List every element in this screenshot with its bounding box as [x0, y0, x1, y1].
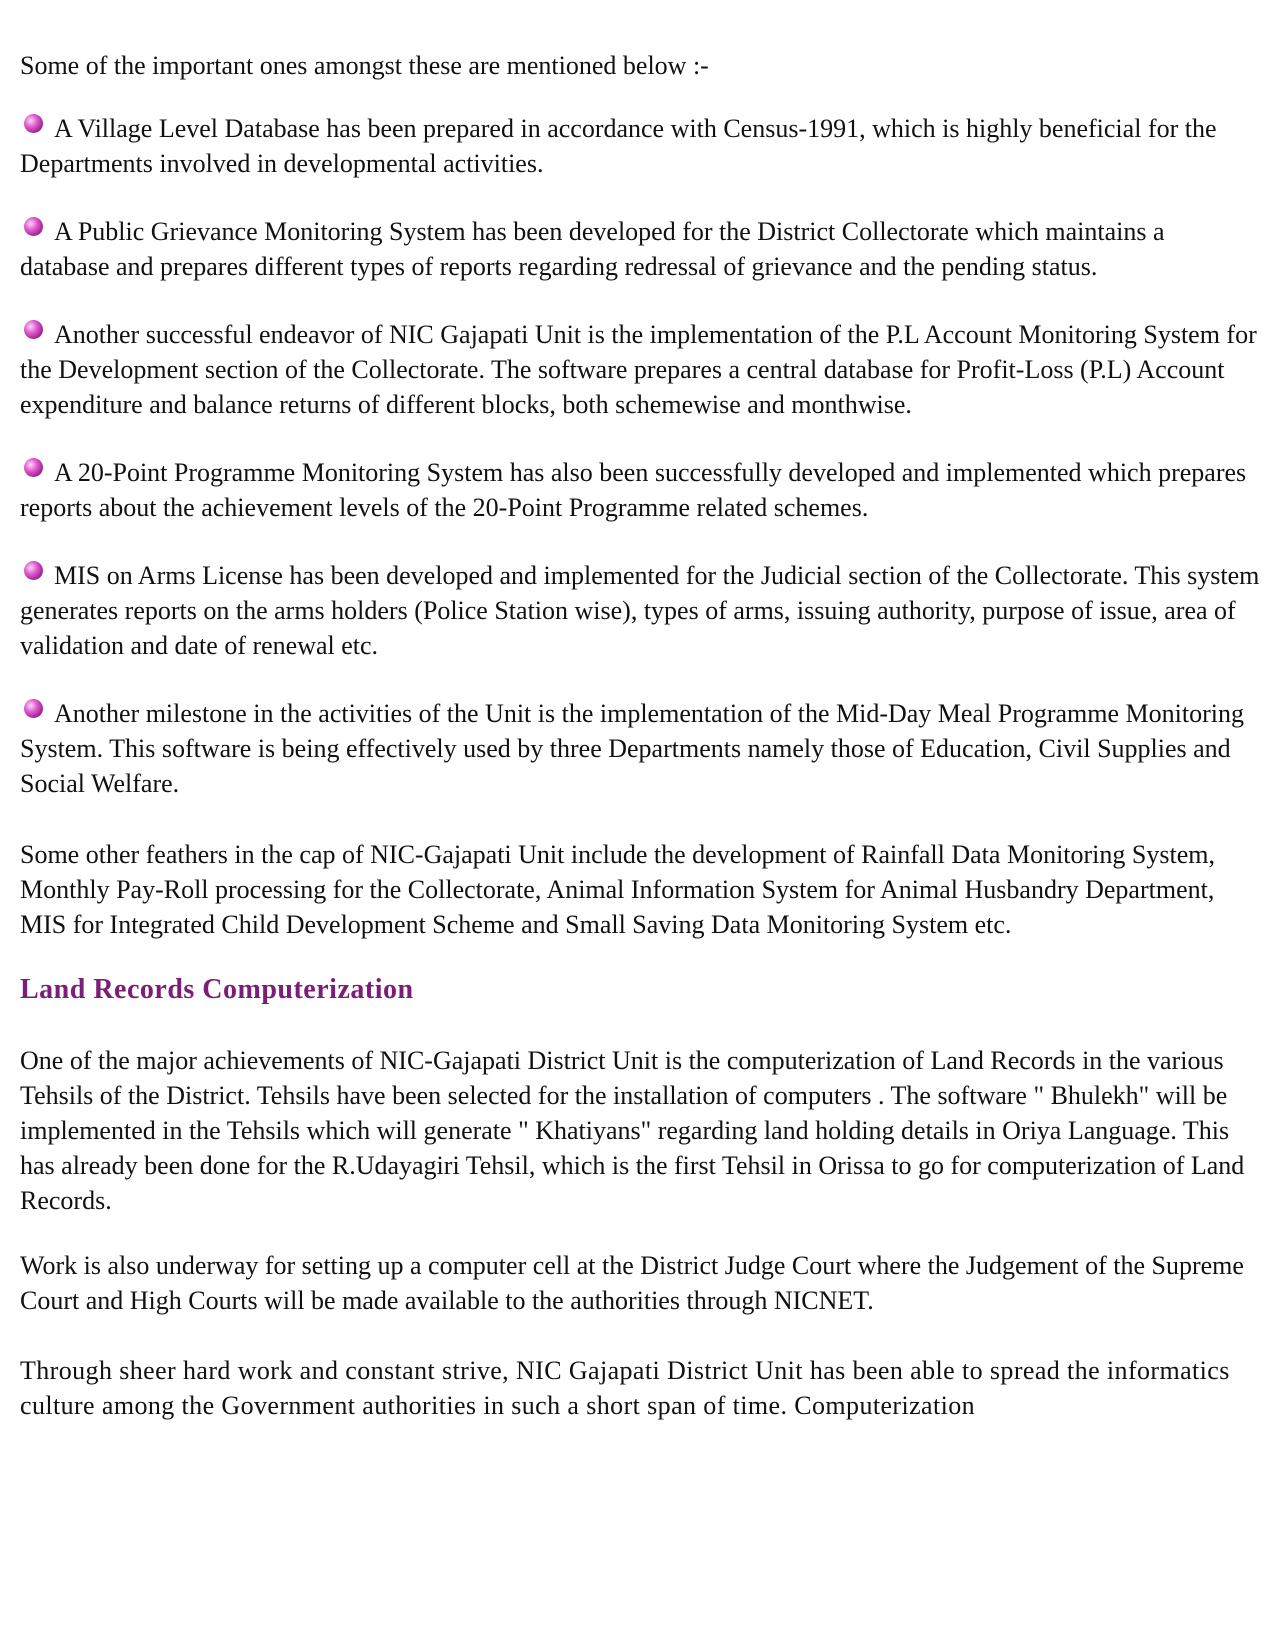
closing-paragraph: Through sheer hard work and constant strive, NIC Gajapati District Unit has been able to spread the informatics culture among the Government authorities in such a short span of time. Computerization — [20, 1356, 1230, 1420]
list-item — [20, 455, 1260, 525]
list-item — [20, 214, 1260, 284]
sphere-bullet-icon — [24, 217, 43, 236]
intro-text: Some of the important ones amongst these are mentioned below :- — [20, 51, 709, 80]
sphere-bullet-icon — [24, 458, 43, 477]
sphere-bullet-icon — [24, 320, 43, 339]
land-records-paragraph: One of the major achievements of NIC-Gajapati District Unit is the computerization of Land Records in the various Tehsils of the District. Tehsils have been selected for the installation of computers . The software " Bhulekh" will be implemented in the Tehsils which will generate " Khatiyans" regarding land holding details in Oriya Language. This has already been done for the R.Udayagiri Tehsil, which is the first Tehsil in Orissa to go for computerization of Land Records. — [20, 1046, 1245, 1215]
judge-court-paragraph: Work is also underway for setting up a computer cell at the District Judge Court where the Judgement of the Supreme Court and High Courts will be made available to the authorities through NICNET. — [20, 1251, 1244, 1315]
list-item — [20, 111, 1260, 181]
list-item — [20, 558, 1260, 663]
list-item-text: MIS on Arms License has been developed and implemented for the Judicial section of the Collectorate. This system generates reports on the arms holders (Police Station wise), types of arms, issuing authority, purpose of issue, area of validation and date of renewal etc. — [20, 561, 1260, 660]
document-page — [20, 48, 1260, 1453]
list-item-text: A 20-Point Programme Monitoring System has also been successfully developed and implemented which prepares reports about the achievement levels of the 20-Point Programme related schemes. — [20, 458, 1247, 522]
sphere-bullet-icon — [24, 561, 43, 580]
list-item-text: A Public Grievance Monitoring System has been developed for the District Collectorate which maintains a database and prepares different types of reports regarding redressal of grievance and the pending status. — [20, 217, 1165, 281]
sphere-bullet-icon — [24, 699, 43, 718]
sphere-bullet-icon — [24, 114, 43, 133]
list-item — [20, 696, 1260, 801]
list-item-text: Another successful endeavor of NIC Gajapati Unit is the implementation of the P.L Account Monitoring System for the Development section of the Collectorate. The software prepares a central database for Profit-Loss (P.L) Account expenditure and balance returns of different blocks, both schemewise and monthwise. — [20, 320, 1257, 419]
list-item — [20, 317, 1260, 422]
section-heading: Land Records Computerization — [20, 974, 414, 1005]
other-feathers-paragraph: Some other feathers in the cap of NIC-Gajapati Unit include the development of Rainfall Data Monitoring System, Monthly Pay-Roll processing for the Collectorate, Animal Information System for Animal Husbandry Department, MIS for Integrated Child Development Scheme and Small Saving Data Monitoring System etc. — [20, 840, 1215, 939]
list-item-text: A Village Level Database has been prepared in accordance with Census-1991, which is highly beneficial for the Departments involved in developmental activities. — [20, 114, 1217, 178]
list-item-text: Another milestone in the activities of the Unit is the implementation of the Mid-Day Meal Programme Monitoring System. This software is being effectively used by three Departments namely those of Education, Civil Supplies and Social Welfare. — [20, 699, 1244, 798]
